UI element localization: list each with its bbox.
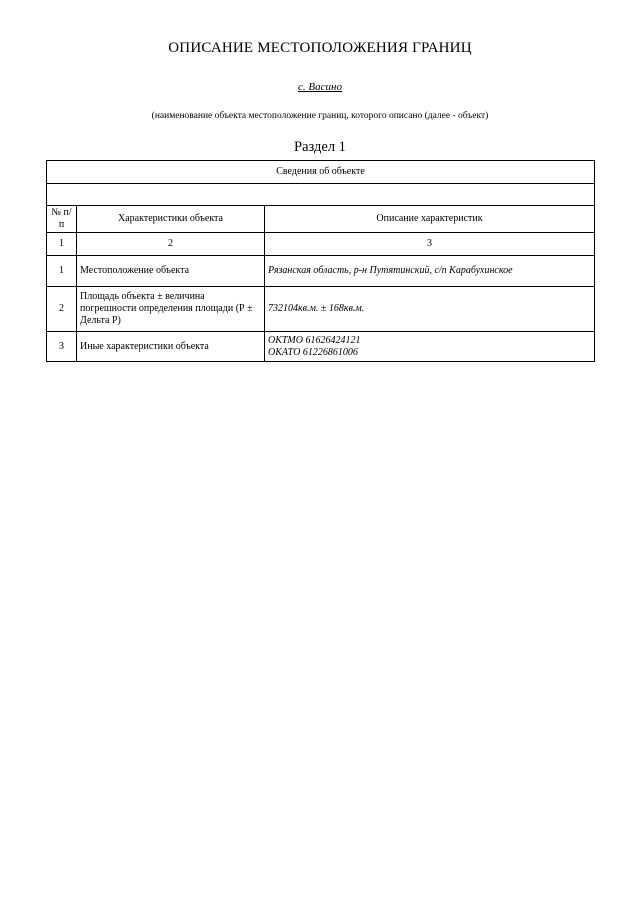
row-number: 1 bbox=[47, 256, 77, 287]
column-number-3: 3 bbox=[265, 233, 595, 256]
table-title-row bbox=[47, 161, 595, 184]
column-header-row bbox=[47, 206, 595, 233]
row-description bbox=[265, 332, 595, 362]
column-header-num: № п/п bbox=[47, 206, 77, 233]
column-number-2: 2 bbox=[77, 233, 265, 256]
row-number: 3 bbox=[47, 332, 77, 362]
empty-cell bbox=[47, 184, 595, 206]
row-characteristic: Площадь объекта ± величина погрешности определения площади (Р ± Дельта Р) bbox=[77, 287, 265, 332]
column-header-characteristic: Характеристики объекта bbox=[77, 206, 265, 233]
object-name-caption: (наименование объекта местоположение границ, которого описано (далее - объект) bbox=[151, 111, 489, 121]
column-number-row bbox=[47, 233, 595, 256]
column-number-1: 1 bbox=[47, 233, 77, 256]
row-number: 2 bbox=[47, 287, 77, 332]
row-characteristic: Иные характеристики объекта bbox=[77, 332, 265, 362]
object-info-table bbox=[46, 160, 595, 362]
column-header-description: Описание характеристик bbox=[265, 206, 595, 233]
page-title: ОПИСАНИЕ МЕСТОПОЛОЖЕНИЯ ГРАНИЦ bbox=[168, 40, 472, 56]
row-description: Рязанская область, р-н Путятинский, с/п Карабухинское bbox=[265, 256, 595, 287]
row-description: 732104кв.м. ± 168кв.м. bbox=[265, 287, 595, 332]
table-row bbox=[47, 256, 595, 287]
row-characteristic: Местоположение объекта bbox=[77, 256, 265, 287]
table-row bbox=[47, 287, 595, 332]
table-title: Сведения об объекте bbox=[47, 161, 595, 184]
section-title: Раздел 1 bbox=[294, 139, 346, 155]
table-empty-row bbox=[47, 184, 595, 206]
oktmo-line: ОКТМО 61626424121 bbox=[268, 334, 361, 346]
table-row bbox=[47, 332, 595, 362]
object-name: с. Васино bbox=[298, 81, 342, 93]
okato-line: ОКАТО 61226861006 bbox=[268, 346, 358, 358]
